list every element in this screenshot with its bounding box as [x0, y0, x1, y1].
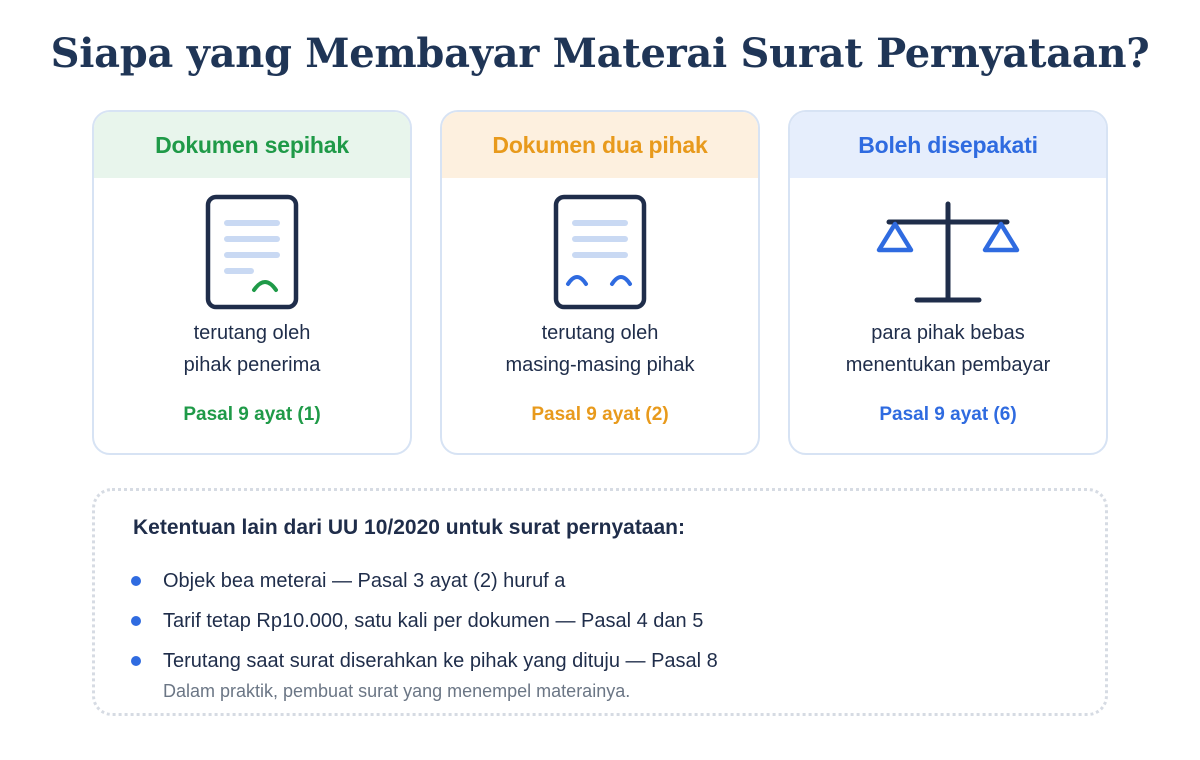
notes-list	[129, 561, 1069, 681]
balance-scale-icon	[790, 192, 1106, 312]
card-description	[442, 317, 758, 381]
card-description	[790, 317, 1106, 381]
notes-subnote: Dalam praktik, pembuat surat yang menempel materainya.	[163, 681, 631, 701]
card-one-party-document	[92, 110, 412, 455]
bullet-icon	[131, 616, 141, 626]
page-title: Siapa yang Membayar Materai Surat Pernyataan?	[50, 30, 1150, 77]
document-icon	[94, 192, 410, 312]
card-description-line: terutang oleh	[541, 322, 659, 344]
card-reference: Pasal 9 ayat (6)	[879, 404, 1017, 425]
card-description-line: terutang oleh	[193, 322, 311, 344]
document-two-signatures-icon	[442, 192, 758, 312]
card-description-line: menentukan pembayar	[845, 354, 1051, 376]
list-item	[129, 561, 1069, 601]
card-description	[94, 317, 410, 381]
bullet-icon	[131, 656, 141, 666]
card-two-party-document	[440, 110, 760, 455]
card-description-line: para pihak bebas	[871, 322, 1025, 344]
card-reference: Pasal 9 ayat (2)	[531, 404, 669, 425]
list-item	[129, 641, 1069, 681]
notes-box	[92, 488, 1108, 716]
list-item-text: Objek bea meterai — Pasal 3 ayat (2) huruf a	[163, 570, 566, 592]
notes-title: Ketentuan lain dari UU 10/2020 untuk surat pernyataan:	[133, 516, 685, 539]
list-item	[129, 601, 1069, 641]
card-heading: Dokumen sepihak	[94, 112, 410, 178]
list-item-text: Tarif tetap Rp10.000, satu kali per dokumen — Pasal 4 dan 5	[163, 610, 704, 632]
card-heading: Dokumen dua pihak	[442, 112, 758, 178]
bullet-icon	[131, 576, 141, 586]
list-item-text: Terutang saat surat diserahkan ke pihak yang dituju — Pasal 8	[163, 650, 718, 672]
card-agreed-payer	[788, 110, 1108, 455]
card-description-line: pihak penerima	[183, 354, 321, 376]
card-reference: Pasal 9 ayat (1)	[183, 404, 321, 425]
card-description-line: masing-masing pihak	[505, 354, 695, 376]
card-heading: Boleh disepakati	[790, 112, 1106, 178]
